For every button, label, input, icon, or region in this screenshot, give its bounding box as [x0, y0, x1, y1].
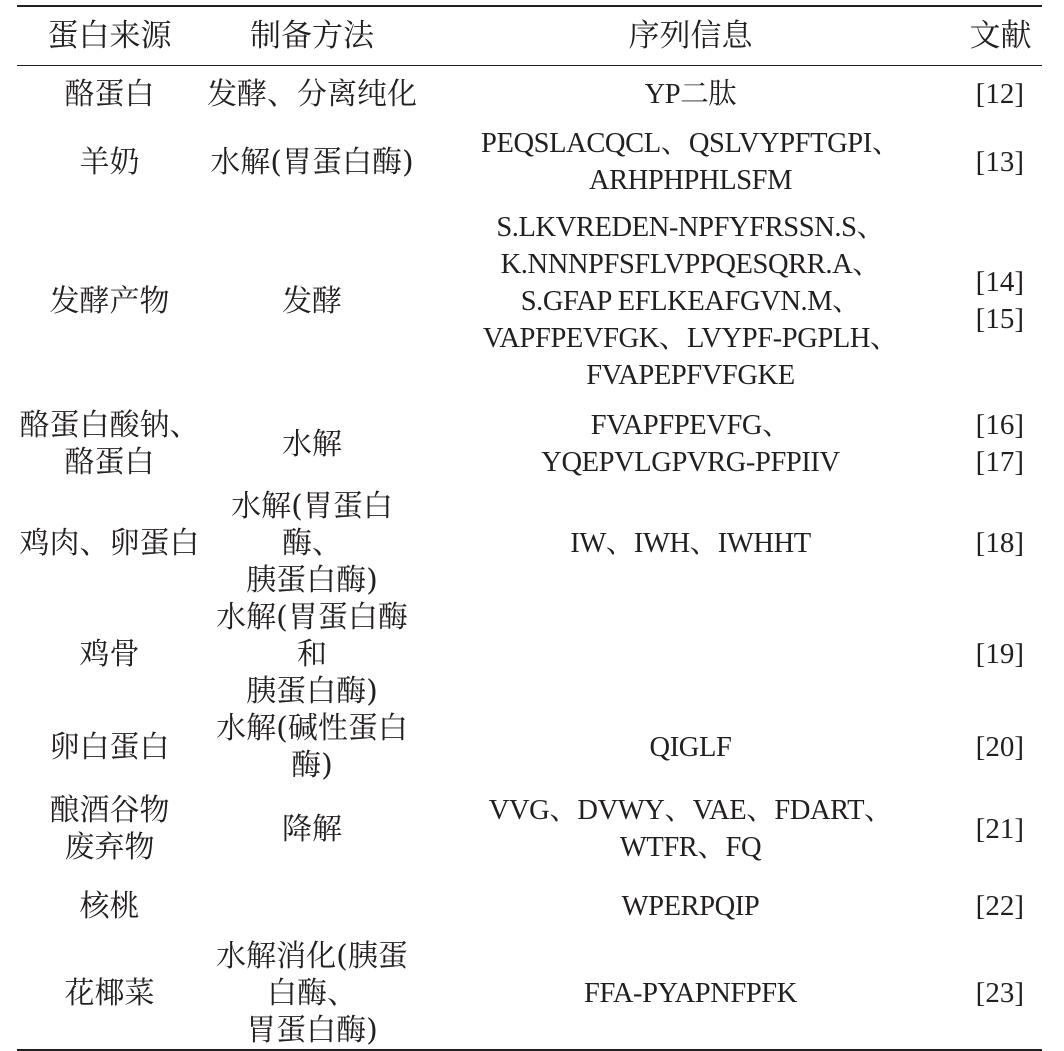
cell-sequence: IW、IWH、IWHHT — [570, 528, 811, 559]
cell-reference: [21] — [975, 812, 1024, 845]
cell-method: 水解 — [282, 426, 342, 462]
table-row — [17, 400, 1042, 488]
cell-method: 发酵、分离纯化 — [207, 76, 417, 112]
cell-sequence: PEQSLACQCL、QSLVYPFTGPI、 ARHPHPHLSFM — [481, 128, 900, 196]
cell-source: 酪蛋白 — [64, 76, 155, 112]
table-row — [17, 488, 1042, 599]
cell-method: 水解(胃蛋白酶和 胰蛋白酶) — [216, 600, 408, 709]
cell-source: 发酵产物 — [49, 283, 170, 319]
header-protein-source: 蛋白来源 — [47, 17, 172, 54]
cell-source: 核桃 — [79, 888, 140, 924]
cell-reference: [14] [15] — [975, 266, 1024, 335]
cell-sequence: YP二肽 — [644, 78, 737, 110]
cell-source: 酿酒谷物 废弃物 — [49, 793, 170, 865]
table-row — [17, 66, 1042, 123]
cell-sequence: WPERPQIP — [621, 890, 760, 922]
table-row — [17, 710, 1042, 784]
cell-reference: [13] — [975, 145, 1024, 178]
cell-method: 水解(碱性蛋白酶) — [216, 711, 408, 783]
table-row — [17, 874, 1042, 938]
cell-source: 羊奶 — [79, 144, 140, 180]
cell-reference: [20] — [975, 730, 1024, 763]
cell-method: 水解(胃蛋白酶) — [210, 144, 414, 180]
table-row — [17, 599, 1042, 710]
table-row — [17, 938, 1042, 1050]
header-sequence-info: 序列信息 — [628, 17, 753, 54]
cell-sequence: VVG、DVWY、VAE、FDART、 WTFR、FQ — [488, 795, 893, 863]
header-preparation-method: 制备方法 — [250, 17, 374, 54]
cell-sequence: QIGLF — [649, 731, 732, 763]
cell-sequence: S.LKVREDEN-NPFYFRSSN.S、 K.NNNPFSFLVPPQESQRR.A、 S.GFAP EFLKEAFGVN.M、 VAPFPEVFGK、LVYPF-PGPLH、 FVAPEPFVFGKE — [482, 211, 899, 391]
cell-source: 花椰菜 — [64, 976, 155, 1011]
header-reference: 文献 — [969, 17, 1032, 54]
cell-reference: [18] — [975, 527, 1024, 559]
cell-method: 发酵 — [282, 283, 342, 319]
cell-source: 鸡肉、卵蛋白 — [19, 526, 200, 561]
cell-source: 卵白蛋白 — [49, 729, 170, 765]
cell-sequence: FVAPFPEVFG、 YQEPVLGPVRG-PFPIIV — [541, 410, 840, 478]
cell-method — [202, 874, 422, 938]
cell-reference: [19] — [975, 638, 1024, 670]
table-header-row — [17, 6, 1042, 66]
table-row — [17, 202, 1042, 400]
peptide-table-container — [17, 5, 1042, 1051]
cell-sequence: FFA-PYAPNFPFK — [584, 978, 797, 1009]
cell-method: 降解 — [282, 811, 342, 847]
cell-reference: [16] [17] — [975, 409, 1024, 478]
table-row — [17, 784, 1042, 874]
cell-source: 鸡骨 — [79, 637, 140, 672]
cell-source: 酪蛋白酸钠、 酪蛋白 — [19, 408, 200, 480]
cell-method: 水解消化(胰蛋白酶、 胃蛋白酶) — [216, 939, 408, 1048]
cell-reference: [12] — [975, 77, 1024, 110]
cell-sequence — [422, 599, 959, 710]
table-row — [17, 122, 1042, 202]
cell-method: 水解(胃蛋白酶、 胰蛋白酶) — [231, 489, 393, 598]
cell-reference: [23] — [975, 977, 1024, 1009]
peptide-table — [17, 5, 1042, 1051]
cell-reference: [22] — [975, 889, 1024, 922]
